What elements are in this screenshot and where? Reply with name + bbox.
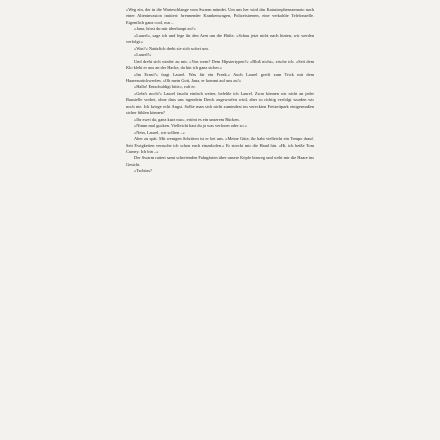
page-text	[126, 7, 314, 175]
paragraph-6: Und dreht sich wieder zu mir. »Von wem? Dem Hipstertypen?« »Bloß nicht«, zische ich. »Seit dem Klo klebt er uns an der Hacke, da bin ich ganz sicher.«	[126, 58, 314, 71]
paragraph-13: Aber zu spät. Mit wenigen Schritten ist er bei uns. »Meine Güte, ihr habt vielleicht ein Tempo drauf. Seit Ewigkeiten versuche ich schon euch einzuholen.« Er streckt mir die Hand hin. »Hi, ich heiße Tom Carney. Ich bin –«	[126, 136, 314, 154]
paragraph-8: »Hallo! Entschuldigt bitte«, ruft er.	[134, 84, 196, 90]
paragraph-11: »Nimm mal gucken. Vielleicht hast du ja was verloren oder so.«	[134, 123, 247, 129]
paragraph-5: »Laurel!«	[134, 52, 152, 58]
paragraph-10: »Ihr zwei da, ganz kurz nur«, ertönt es ein unserem Rücken.	[134, 116, 240, 122]
paragraph-1: »Weg ein, der in die Warteschlange vom Swarm mündet. Um uns her wird das Katastrophenszenario nach einer Alieninvasion imitiert: brennender Krankenwagen, Polizeisirenen, eine verkohlte Telefonzelle. Eigentlich ganz cool, nur –	[126, 7, 314, 25]
paragraph-9: »Geht's noch?« Laurel faucht einfach weiter, befehle ich Laurel. Zwar können wir nicht an jeder Baustelle vorbei, ohne dass uns irgendein Dreck zugeworfen wird, aber so richtig verfolgt wurden wir noch nie. Ich kriege echt Angst. Sollte man sich nicht zumindest im vereckten Freizeitpark einigermaßen sicher fühlen können?	[126, 90, 314, 116]
paragraph-3: »Laurel«, sage ich und lege ihr den Arm um die Hüfte. »Schau jetzt nicht nach hinten, wir werden verfolgt.«	[126, 32, 314, 45]
paragraph-7: »Im Ernst?« fragt Laurel. Was für ein Freak.« Auch Laurel greift zum Trick mit dem Haarezurückwerfen. »Oh mein Gott, Jana, er kommt auf uns zu!«	[126, 71, 314, 83]
paragraph-2: »Jana, hörst du mir überhaupt zu?«	[134, 26, 196, 32]
paragraph-12: »Nein, Laurel, wir sollten –«	[134, 129, 185, 135]
paragraph-14: Der Swarm rattert samt schreienden Fahrgästen über unsere Köpfe hinweg und weht mir die Haare ins Gesicht.	[126, 155, 314, 167]
paragraph-15: »Tschüss?	[134, 168, 152, 174]
paragraph-4: »Was?« Natürlich dreht sie sich sofort um.	[134, 45, 209, 51]
